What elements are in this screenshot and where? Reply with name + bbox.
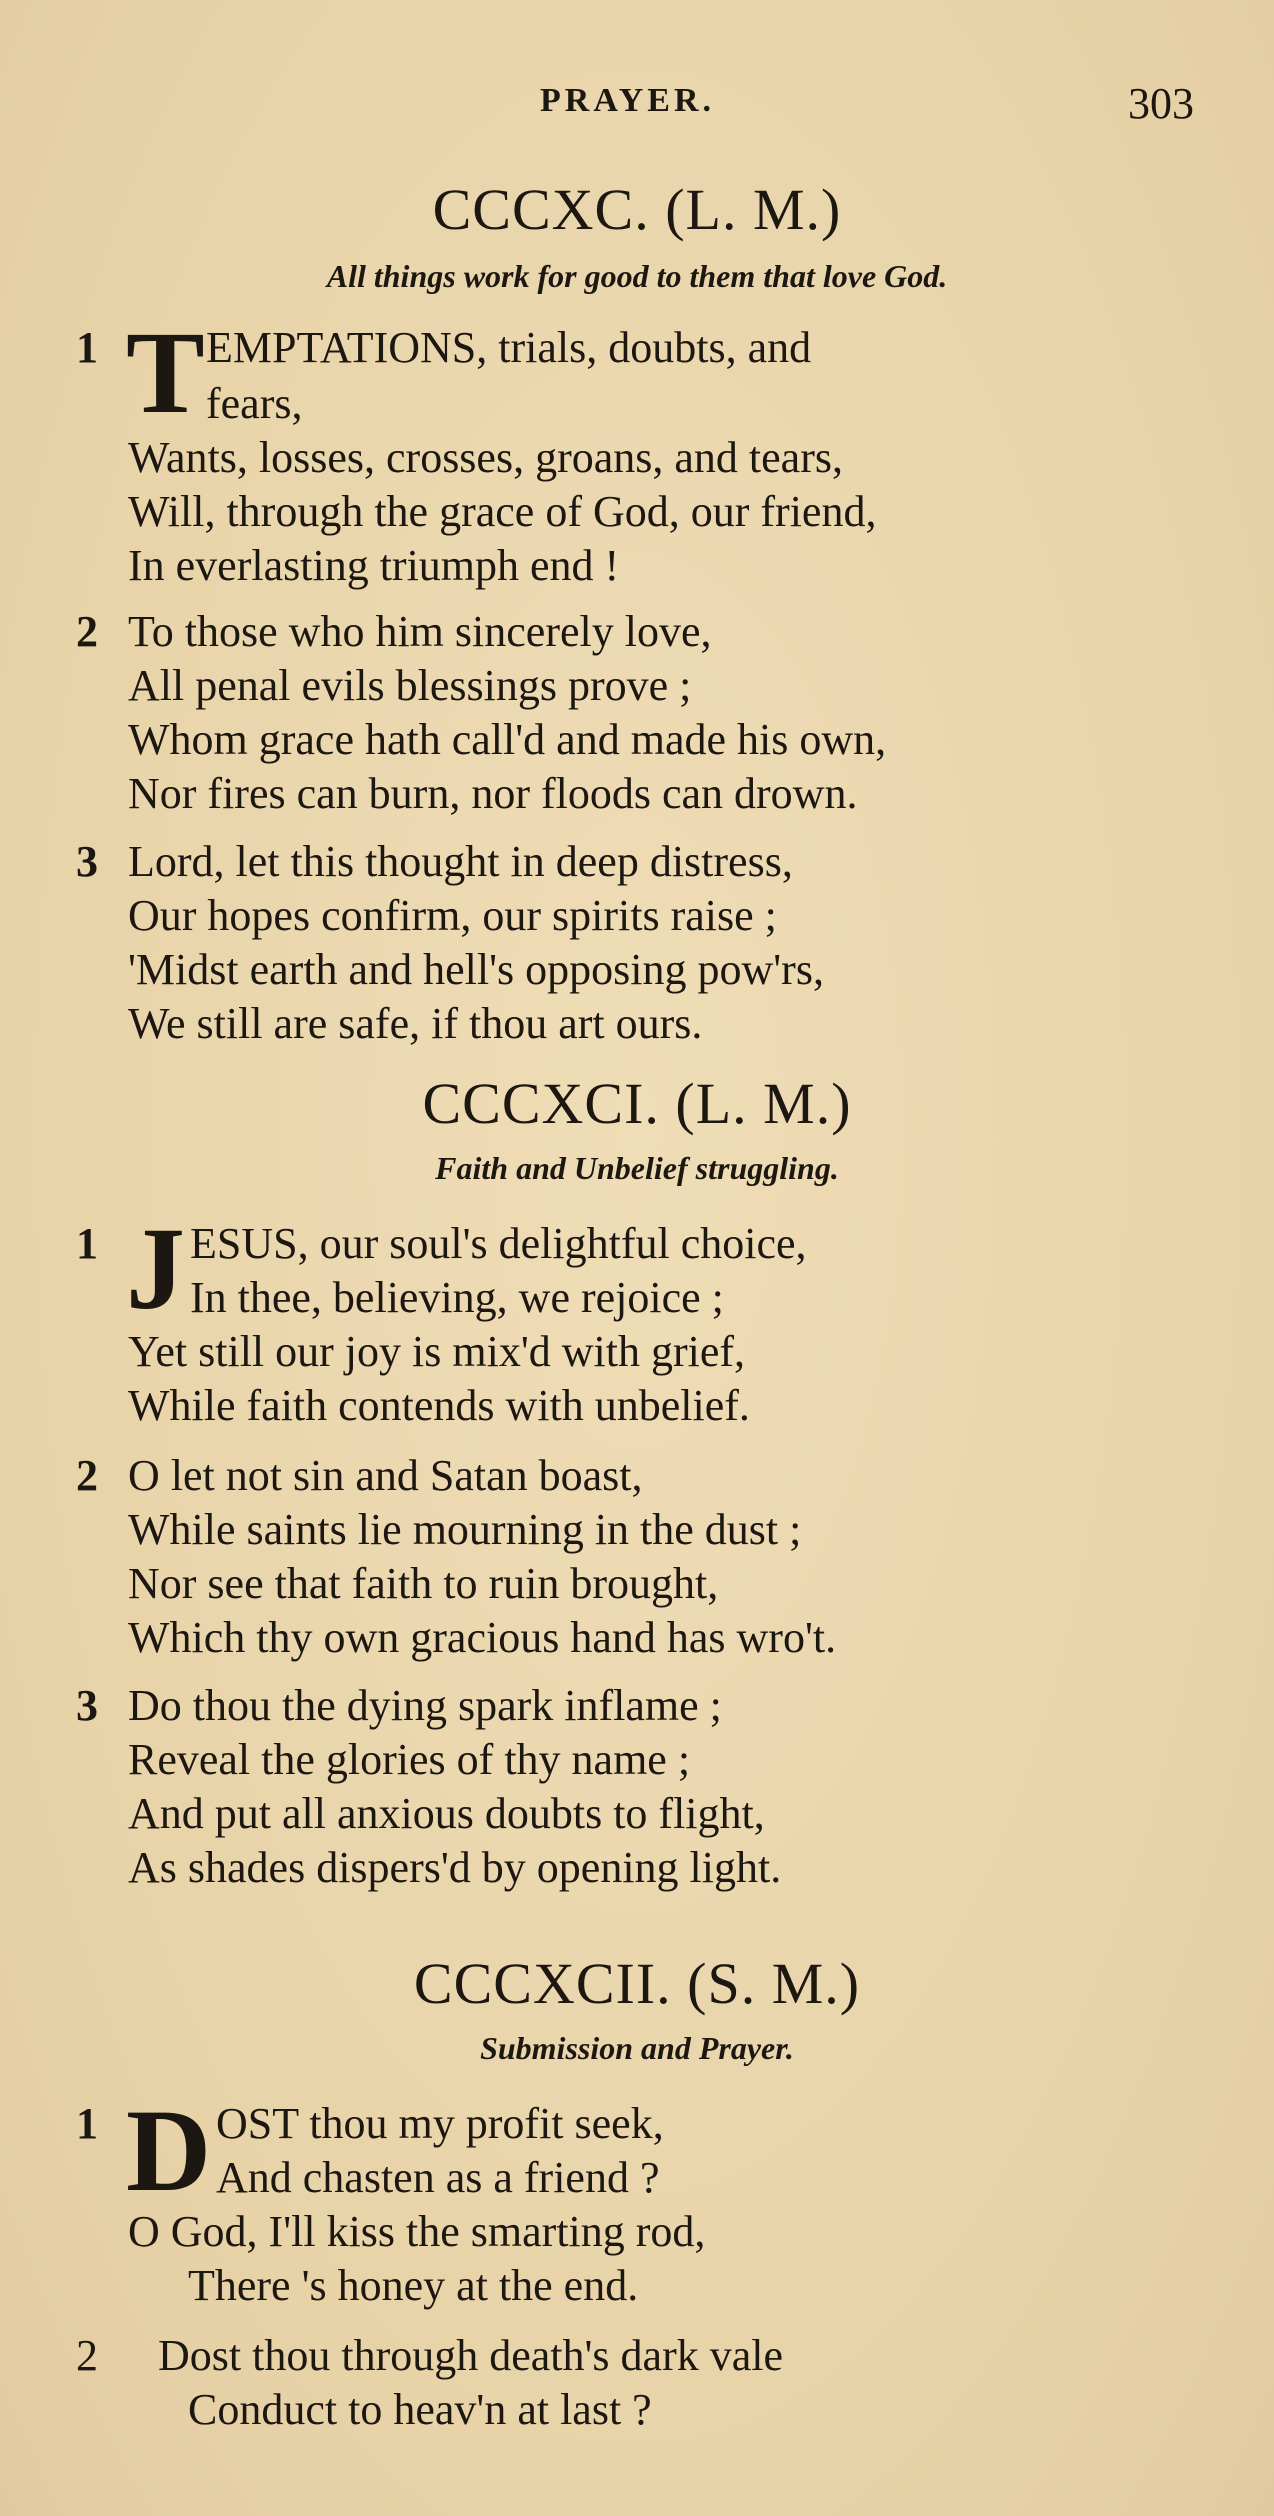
verse-line: There 's honey at the end. (188, 2261, 639, 2310)
verse-line: Nor see that faith to ruin brought, (128, 1559, 719, 1608)
verse-line: Will, through the grace of God, our friend, (128, 487, 877, 536)
stanza-number: 1 (76, 323, 98, 372)
drop-capital: T (126, 307, 205, 438)
verse-line: Wants, losses, crosses, groans, and tears, (128, 433, 843, 482)
hymn-subtitle: Submission and Prayer. (480, 2030, 794, 2066)
verse-line: Which thy own gracious hand has wro't. (128, 1613, 837, 1662)
stanza-number: 3 (76, 1681, 98, 1730)
hymn-heading: CCCXCII. (S. M.) (413, 1951, 861, 2016)
verse-line: Lord, let this thought in deep distress, (128, 837, 793, 886)
verse-line: ESUS, our soul's delightful choice, (190, 1219, 807, 1268)
stanza-number: 3 (76, 837, 98, 886)
stanza-number: 1 (76, 2099, 98, 2148)
verse-line: Our hopes confirm, our spirits raise ; (128, 891, 777, 940)
verse-line: Reveal the glories of thy name ; (128, 1735, 691, 1784)
stanza-number: 2 (76, 607, 98, 656)
verse-line: Do thou the dying spark inflame ; (128, 1681, 722, 1730)
stanza-number: 1 (76, 1219, 98, 1268)
verse-line: 'Midst earth and hell's opposing pow'rs, (128, 945, 824, 994)
verse-line: Nor fires can burn, nor floods can drown. (128, 769, 858, 818)
verse-line: O let not sin and Satan boast, (128, 1451, 643, 1500)
verse-line: And chasten as a friend ? (216, 2153, 660, 2202)
running-title: PRAYER. (540, 82, 716, 119)
running-head (0, 79, 1274, 132)
verse-line: O God, I'll kiss the smarting rod, (128, 2207, 706, 2256)
verse-line: EMPTATIONS, trials, doubts, and (206, 323, 812, 372)
verse-line: While faith contends with unbelief. (128, 1381, 750, 1430)
verse-line: We still are safe, if thou art ours. (128, 999, 703, 1048)
verse-line: And put all anxious doubts to flight, (128, 1789, 765, 1838)
hymn-subtitle: Faith and Unbelief struggling. (435, 1150, 839, 1186)
hymn-heading: CCCXC. (L. M.) (432, 177, 842, 242)
page-number: 303 (1128, 79, 1194, 128)
verse-line: Whom grace hath call'd and made his own, (128, 715, 887, 764)
verse-line: Conduct to heav'n at last ? (188, 2385, 652, 2434)
stanza-number: 2 (76, 2331, 98, 2380)
verse-line: fears, (206, 379, 303, 428)
verse-line: OST thou my profit seek, (216, 2099, 664, 2148)
verse-line: While saints lie mourning in the dust ; (128, 1505, 802, 1554)
verse-line: As shades dispers'd by opening light. (128, 1843, 782, 1892)
verse-line: In everlasting triumph end ! (128, 541, 620, 590)
verse-line: In thee, believing, we rejoice ; (190, 1273, 724, 1322)
stanza-number: 2 (76, 1451, 98, 1500)
drop-capital: D (126, 2085, 212, 2216)
verse-line: Dost thou through death's dark vale (158, 2331, 784, 2380)
verse-line: To those who him sincerely love, (128, 607, 712, 656)
verse-line: Yet still our joy is mix'd with grief, (128, 1327, 746, 1376)
hymn-heading: CCCXCI. (L. M.) (422, 1071, 852, 1136)
verse-line: All penal evils blessings prove ; (128, 661, 692, 710)
hymn-subtitle: All things work for good to them that love God. (326, 258, 948, 294)
drop-capital: J (126, 1203, 185, 1334)
